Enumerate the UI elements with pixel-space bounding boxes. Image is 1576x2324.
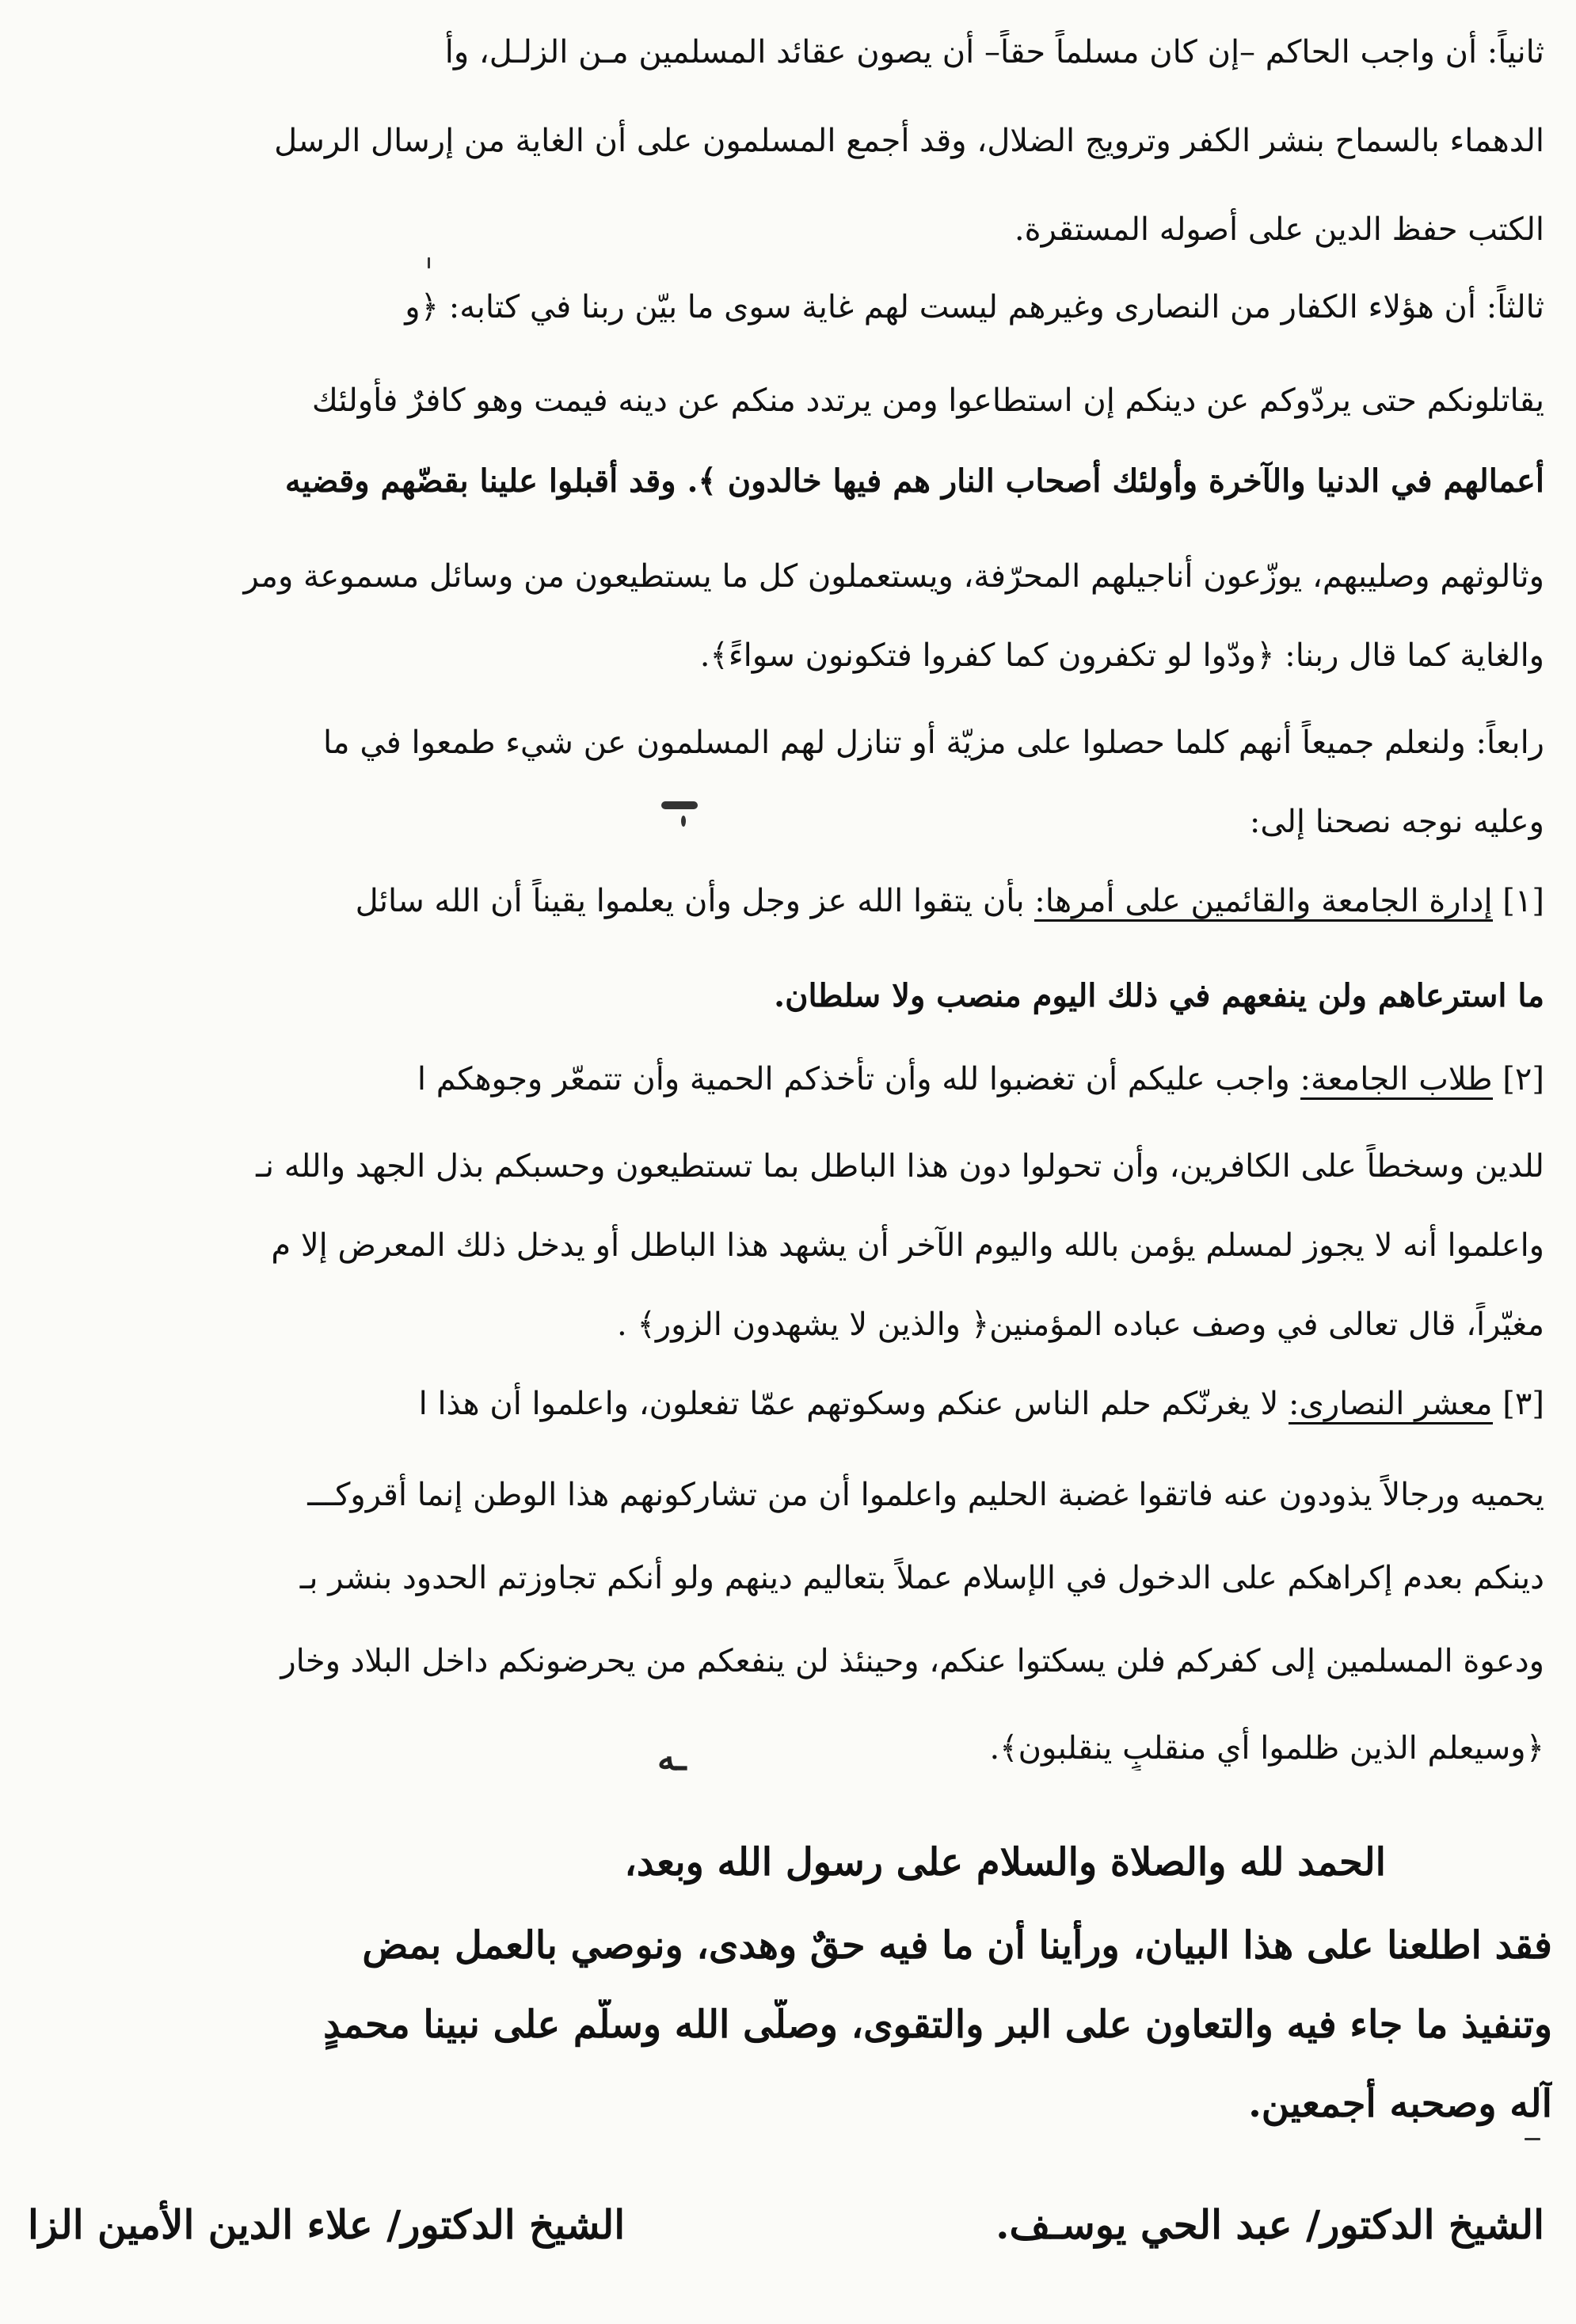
signatory-first: الشيخ الدكتور/ عبد الحي يوسـف. [995,2201,1544,2248]
advice-item-2-line-3: واعلموا أنه لا يجوز لمسلم يؤمن بالله واليوم الآخر أن يشهد هذا الباطل أو يدخل ذلك المعرض إلا م [271,1227,1544,1264]
end-mark: ـه [657,1738,687,1778]
signatory-second: الشيخ الدكتور/ علاء الدين الأمين الزا [28,2201,626,2248]
endorsement-line-2: فقد اطلعنا على هذا البيان، ورأينا أن ما فيه حقٌ وهدى، ونوصي بالعمل بمض [362,1923,1552,1968]
advice-item-3-line-3: دينكم بعدم إكراهكم على الدخول في الإسلام عملاً بتعاليم دينهم ولو أنكم تجاوزتم الحدود بنشر بـ [299,1560,1544,1596]
advice-item-3-line-2: يحميه ورجالاً يذودون عنه فاتقوا غضبة الحليم واعلموا أن من تشاركونهم هذا الوطن إنما أقروكـــ [307,1477,1544,1513]
advice-item-1-line-2: ما استرعاهم ولن ينفعهم في ذلك اليوم منصب ولا سلطان. [774,977,1544,1014]
advice-item-3-line-1 [32,1382,1544,1426]
paragraph-second-line-3: الكتب حفظ الدين على أصوله المستقرة. [1014,211,1544,248]
paragraph-second-line-1: ثانياً: أن واجب الحاكم –إن كان مسلماً حقاً– أن يصون عقائد المسلمين مـن الزلـل، وأ [444,34,1544,70]
scan-speck [661,801,698,809]
advice-item-2-text: واجب عليكم أن تغضبوا لله وأن تأخذكم الحمية وأن تتمعّر وجوهكم ا [417,1061,1290,1097]
endorsement-line-4: آله وصحبه أجمعين. [1248,2082,1552,2126]
paragraph-third-line-4: وثالوثهم وصليبهم، يوزّعون أناجيلهم المحرّفة، ويستعملون كل ما يستطيعون من وسائل مسموعة ومر [243,558,1544,595]
paragraph-third-line-1: ثالثاً: أن هؤلاء الكفار من النصارى وغيرهم ليست لهم غاية سوى ما بيّن ربنا في كتابه: ﴿و [405,289,1544,325]
paragraph-third-line-3: أعمالهم في الدنيا والآخرة وأولئك أصحاب النار هم فيها خالدون ﴾. وقد أقبلوا علينا بقضّهم وقضيه [284,462,1544,500]
advice-item-3-heading: معشر النصارى: [1289,1386,1493,1424]
scan-speck [428,257,430,268]
advice-item-1-heading: إدارة الجامعة والقائمين على أمرها: [1034,883,1492,922]
advice-item-2-heading: طلاب الجامعة: [1300,1061,1493,1100]
scan-speck [1525,2138,1540,2140]
paragraph-third-line-2: يقاتلونكم حتى يردّوكم عن دينكم إن استطاعوا ومن يرتدد منكم عن دينه فيمت وهو كافرٌ فأولئك [311,382,1544,419]
paragraph-second-line-2: الدهماء بالسماح بنشر الكفر وترويج الضلال، وقد أجمع المسلمون على أن الغاية من إرسال الرسل [274,123,1544,159]
endorsement-line-3: وتنفيذ ما جاء فيه والتعاون على البر والتقوى، وصلّى الله وسلّم على نبينا محمدٍ [323,2003,1552,2047]
advice-item-3-line-4: ودعوة المسلمين إلى كفركم فلن يسكتوا عنكم، وحينئذ لن ينفعكم من يحرضونكم داخل البلاد وخار [280,1643,1544,1679]
advice-item-2-number: [٢] [1502,1061,1544,1097]
advice-item-1-line-1 [32,879,1544,923]
paragraph-third-line-5: والغاية كما قال ربنا: ﴿ودّوا لو تكفرون كما كفروا فتكونون سواءً﴾. [699,637,1544,674]
paragraph-fourth-line-1: رابعاً: ولنعلم جميعاً أنهم كلما حصلوا على مزيّة أو تنازل لهم المسلمون عن شيء طمعوا في ما [322,725,1544,761]
advice-item-2-line-4: مغيّراً، قال تعالى في وصف عباده المؤمنين﴿ والذين لا يشهدون الزور﴾ . [617,1307,1544,1343]
advice-item-1-number: [١] [1502,883,1544,919]
advice-item-2-line-2: للدين وسخطاً على الكافرين، وأن تحولوا دون هذا الباطل بما تستطيعون وحسبكم بذل الجهد والله نـ [256,1148,1544,1185]
scan-speck [681,816,686,827]
advice-item-2-line-1 [32,1057,1544,1101]
advice-item-3-text: لا يغرنّكم حلم الناس عنكم وسكوتهم عمّا تفعلون، واعلموا أن هذا ا [418,1386,1279,1422]
advice-item-3-line-5: ﴿وسيعلم الذين ظلموا أي منقلبٍ ينقلبون﴾. [989,1730,1544,1767]
advice-item-3-number: [٣] [1502,1386,1544,1422]
endorsement-line-1: الحمد لله والصلاة والسلام على رسول الله وبعد، [624,1840,1386,1885]
paragraph-fourth-line-2: وعليه نوجه نصحنا إلى: [1249,804,1544,840]
advice-item-1-text: بأن يتقوا الله عز وجل وأن يعلموا يقيناً أن الله سائل [355,883,1025,919]
